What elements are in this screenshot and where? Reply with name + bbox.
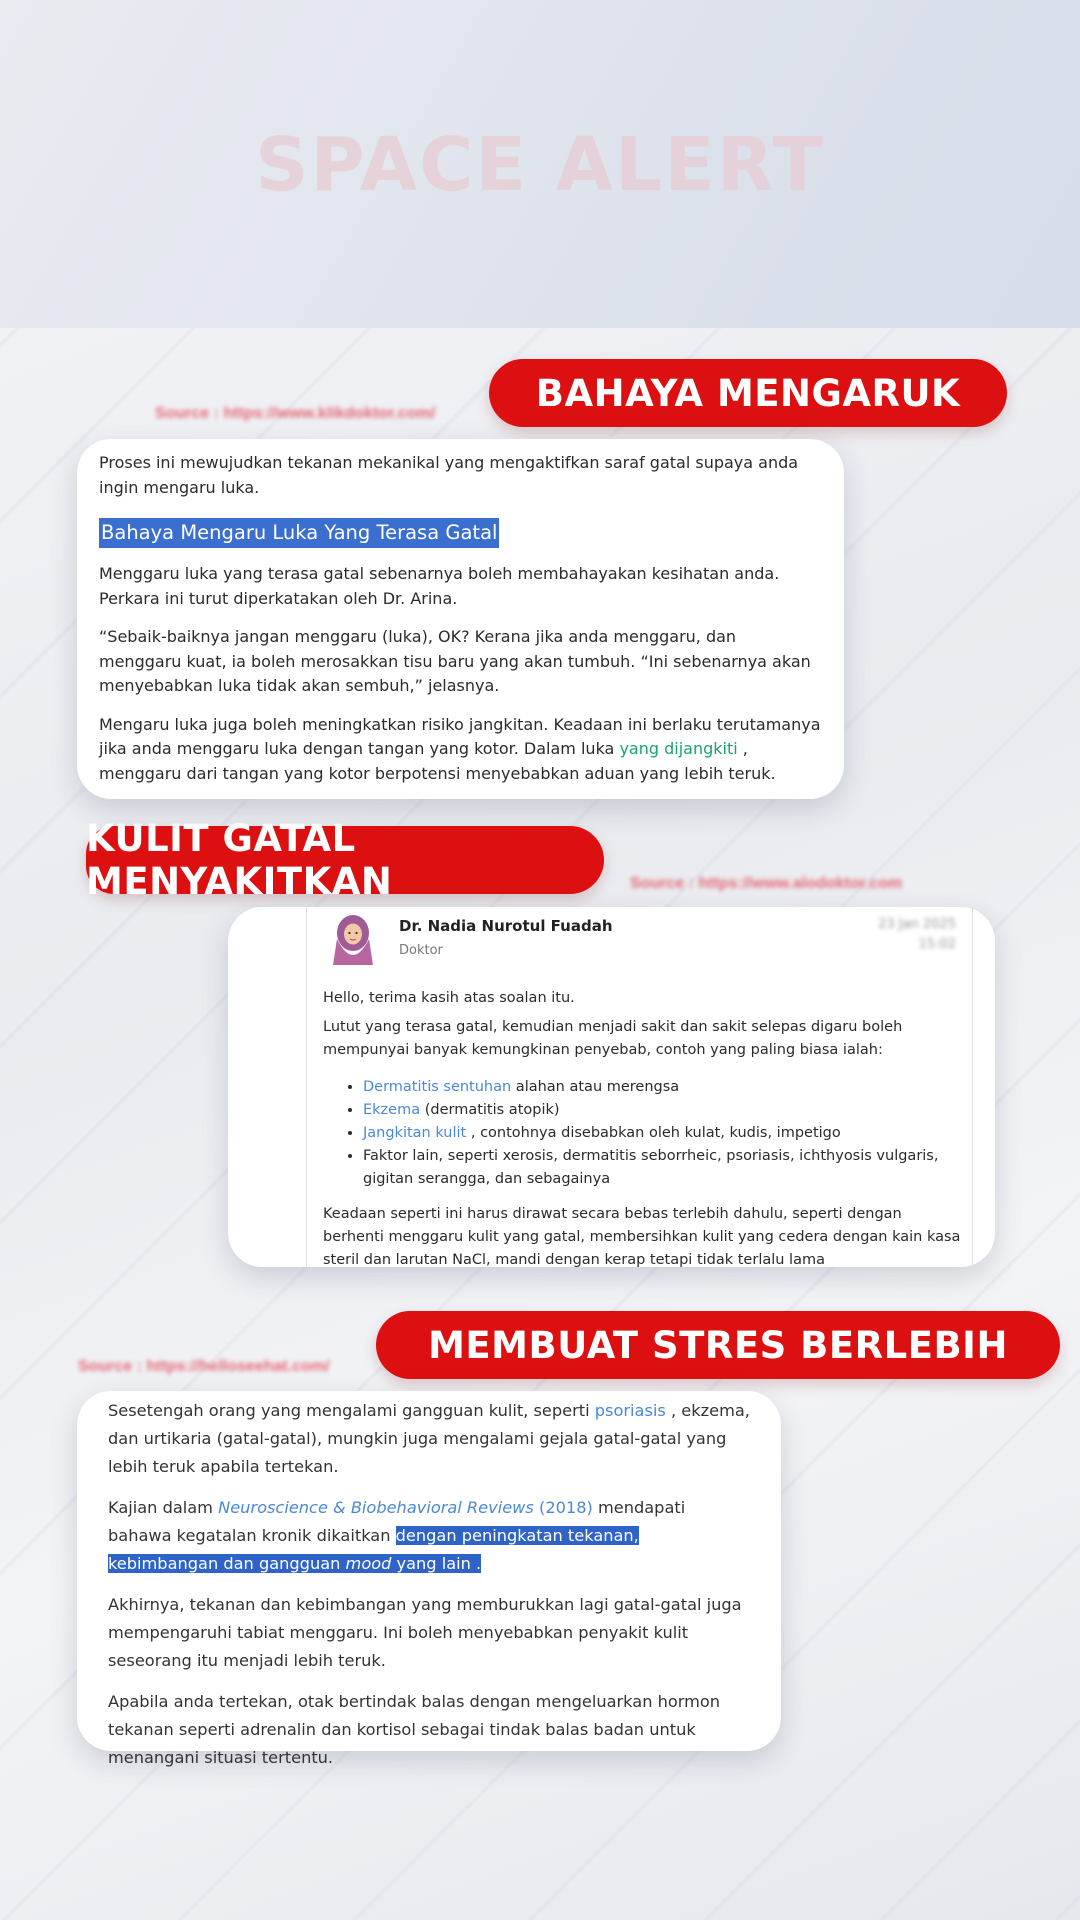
list-item [363,1076,963,1099]
doctor-role: Doktor [399,943,443,958]
header-title: SPACE ALERT [255,122,825,208]
paragraph [99,713,822,787]
article-card-2 [228,907,995,1267]
link-ekzema[interactable]: Ekzema [363,1102,421,1118]
paragraph: Proses ini mewujudkan tekanan mekanikal yang mengaktifkan saraf gatal supaya anda ingin mengaru luka. [99,453,799,497]
paragraph: Apabila anda tertekan, otak bertindak balas dengan mengeluarkan hormon tekanan seperti adrenalin dan kortisol sebagai tindak balas badan untuk menangani situasi tertentu. [108,1692,721,1767]
banner-bahaya-mengaruk: BAHAYA MENGARUK [489,359,1007,427]
paragraph [108,1397,751,1481]
answer-body [323,987,963,1278]
link-year[interactable]: (2018) [533,1498,593,1517]
link-jangkitan-kulit[interactable]: Jangkitan kulit [363,1125,467,1141]
banner-kulit-gatal: KULIT GATAL MENYAKITKAN [86,826,604,894]
source-label: Source : https://www.alodoktor.com [630,875,903,892]
list-item [363,1122,963,1145]
text: Mengaru luka juga boleh meningkatkan risiko jangkitan. Keadaan ini berlaku terutamanya jika anda menggaru luka dengan tangan yang kotor. Dalam luka [99,714,821,758]
text: mood [345,1554,392,1573]
doctor-answer [306,907,973,1267]
paragraph: Menggaru luka yang terasa gatal sebenarnya boleh membahayakan kesihatan anda. Perkara ini turut diperkatakan oleh Dr. Arina. [99,564,780,608]
greeting: Hello, terima kasih atas soalan itu. [323,990,575,1006]
text: , contohnya disebabkan oleh kulat, kudis, impetigo [466,1125,841,1141]
text: mendapati bahawa kegatalan kronik dikaitkan [108,1498,686,1545]
text: Sesetengah orang yang mengalami gangguan kulit, seperti [108,1401,595,1420]
banner-membuat-stres: MEMBUAT STRES BERLEBIH [376,1311,1060,1379]
answer-date [878,915,956,955]
paragraph [108,1494,751,1578]
text: Kajian dalam [108,1498,219,1517]
source-label: Source : https://www.klikdoktor.com/ [155,405,436,422]
doctor-name: Dr. Nadia Nurotul Fuadah [399,917,613,935]
article-card-1 [77,439,844,799]
date: 23 Jan 2025 [878,917,956,932]
cause-list [323,1076,963,1191]
text: Faktor lain, seperti xerosis, dermatitis seborrheic, psoriasis, ichthyosis vulgaris, gigitan serangga, dan sebagainya [363,1148,939,1187]
paragraph: Keadaan seperti ini harus dirawat secara bebas terlebih dahulu, seperti dengan berhenti menggaru kulit yang gatal, membersihkan kulit yang cedera dengan kain kasa steril dan larutan NaCl, mandi dengan kerap tetapi tidak terlalu lama [323,1206,961,1268]
link-journal[interactable]: Neuroscience & Biobehavioral Reviews [218,1498,534,1517]
text: , ekzema, dan urtikaria (gatal-gatal), mungkin juga mengalami gejala gatal-gatal yang lebih teruk apabila tertekan. [108,1401,750,1476]
text: alahan atau merengsa [511,1079,680,1095]
link-dermatitis-sentuhan[interactable]: Dermatitis sentuhan [363,1079,512,1095]
doctor-avatar [331,913,375,965]
source-label: Source : https://helloseehat.com/ [78,1358,330,1375]
time: 15:02 [918,937,956,952]
list-item [363,1099,963,1122]
text: , menggaru dari tangan yang kotor berpotensi menyebabkan aduan yang lebih teruk. [99,739,776,783]
paragraph: Akhirnya, tekanan dan kebimbangan yang memburukkan lagi gatal-gatal juga mempengaruhi tabiat menggaru. Ini boleh menyebabkan penyakit kulit seseorang itu menjadi lebih teruk. [108,1595,742,1670]
article-card-3 [77,1391,781,1767]
list-item [363,1145,963,1191]
paragraph: “Sebaik-baiknya jangan menggaru (luka), OK? Kerana jika anda menggaru, dan menggaru kuat, ia boleh merosakkan tisu baru yang akan tumbuh. “Ini sebenarnya akan menyebabkan luka tidak akan sembuh,” jelasnya. [99,627,811,695]
link-yang-dijangkiti[interactable]: yang dijangkiti [619,739,738,758]
text: (dermatitis atopik) [420,1102,560,1118]
text: yang lain . [391,1554,482,1573]
paragraph: Lutut yang terasa gatal, kemudian menjadi sakit dan sakit selepas digaru boleh mempunyai banyak kemungkinan penyebab, contoh yang paling biasa ialah: [323,1019,903,1058]
article-heading: Bahaya Mengaru Luka Yang Terasa Gatal [99,518,499,548]
link-psoriasis[interactable]: psoriasis [594,1401,666,1420]
header [0,0,1080,328]
text: dengan peningkatan tekanan, kebimbangan dan gangguan [108,1526,639,1573]
